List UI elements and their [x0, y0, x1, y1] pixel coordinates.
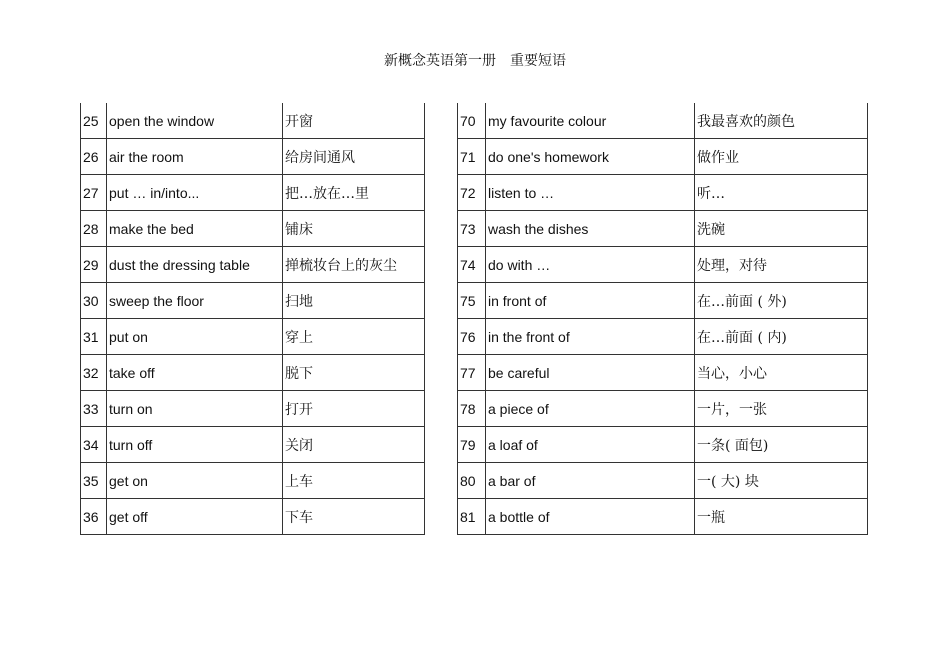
table-row: [81, 499, 425, 535]
phrase-chinese: 下车: [283, 499, 425, 535]
phrase-english: a piece of: [486, 391, 695, 427]
phrase-chinese: 脱下: [283, 355, 425, 391]
table-row: [458, 355, 868, 391]
phrase-chinese: 做作业: [695, 139, 868, 175]
phrase-chinese: 在…前面 ( 外): [695, 283, 868, 319]
phrase-english: sweep the floor: [107, 283, 283, 319]
table-row: [458, 427, 868, 463]
phrase-number: 76: [458, 319, 486, 355]
phrase-chinese: 一瓶: [695, 499, 868, 535]
phrase-number: 35: [81, 463, 107, 499]
phrase-number: 80: [458, 463, 486, 499]
table-row: [458, 463, 868, 499]
phrase-number: 25: [81, 103, 107, 139]
phrase-number: 32: [81, 355, 107, 391]
table-row: [81, 175, 425, 211]
page-title-main: 新概念英语第一册: [384, 53, 496, 69]
phrase-english: be careful: [486, 355, 695, 391]
phrase-chinese: 打开: [283, 391, 425, 427]
phrase-number: 30: [81, 283, 107, 319]
phrase-chinese: 洗碗: [695, 211, 868, 247]
phrase-number: 71: [458, 139, 486, 175]
phrase-chinese: 掸梳妆台上的灰尘: [283, 247, 425, 283]
phrase-english: listen to …: [486, 175, 695, 211]
table-row: [458, 283, 868, 319]
table-row: [458, 247, 868, 283]
table-row: [458, 499, 868, 535]
phrase-table-right: [457, 103, 868, 535]
phrase-english: turn off: [107, 427, 283, 463]
phrase-english: my favourite colour: [486, 103, 695, 139]
phrase-number: 34: [81, 427, 107, 463]
phrase-english: take off: [107, 355, 283, 391]
phrase-number: 75: [458, 283, 486, 319]
phrase-english: in front of: [486, 283, 695, 319]
phrase-english: wash the dishes: [486, 211, 695, 247]
table-row: [81, 283, 425, 319]
table-row: [81, 247, 425, 283]
phrase-english: put on: [107, 319, 283, 355]
phrase-number: 74: [458, 247, 486, 283]
table-row: [458, 319, 868, 355]
phrase-number: 73: [458, 211, 486, 247]
phrase-number: 70: [458, 103, 486, 139]
phrase-number: 28: [81, 211, 107, 247]
phrase-english: air the room: [107, 139, 283, 175]
phrase-chinese: 一条( 面包): [695, 427, 868, 463]
phrase-table-left: [80, 103, 425, 535]
table-row: [458, 391, 868, 427]
phrase-chinese: 上车: [283, 463, 425, 499]
phrase-number: 26: [81, 139, 107, 175]
phrase-english: make the bed: [107, 211, 283, 247]
phrase-chinese: 扫地: [283, 283, 425, 319]
phrase-english: a bar of: [486, 463, 695, 499]
table-row: [81, 391, 425, 427]
phrase-chinese: 给房间通风: [283, 139, 425, 175]
table-row: [458, 175, 868, 211]
phrase-english: in the front of: [486, 319, 695, 355]
phrase-number: 27: [81, 175, 107, 211]
phrase-number: 79: [458, 427, 486, 463]
phrase-english: do one's homework: [486, 139, 695, 175]
table-row: [81, 427, 425, 463]
phrase-number: 72: [458, 175, 486, 211]
table-row: [458, 103, 868, 139]
phrase-number: 29: [81, 247, 107, 283]
table-row: [81, 319, 425, 355]
page-title: [0, 50, 950, 70]
page-title-sub: 重要短语: [510, 53, 566, 69]
phrase-chinese: 当心，小心: [695, 355, 868, 391]
phrase-chinese: 在…前面 ( 内): [695, 319, 868, 355]
phrase-english: dust the dressing table: [107, 247, 283, 283]
phrase-english: turn on: [107, 391, 283, 427]
phrase-number: 81: [458, 499, 486, 535]
phrase-number: 31: [81, 319, 107, 355]
table-row: [458, 139, 868, 175]
phrase-chinese: 铺床: [283, 211, 425, 247]
phrase-chinese: 听…: [695, 175, 868, 211]
table-row: [458, 211, 868, 247]
phrase-chinese: 我最喜欢的颜色: [695, 103, 868, 139]
phrase-number: 33: [81, 391, 107, 427]
phrase-chinese: 处理，对待: [695, 247, 868, 283]
phrase-english: get off: [107, 499, 283, 535]
phrase-number: 78: [458, 391, 486, 427]
phrase-english: a loaf of: [486, 427, 695, 463]
phrase-chinese: 开窗: [283, 103, 425, 139]
table-row: [81, 463, 425, 499]
phrase-chinese: 关闭: [283, 427, 425, 463]
phrase-chinese: 把…放在…里: [283, 175, 425, 211]
table-row: [81, 211, 425, 247]
phrase-chinese: 一( 大) 块: [695, 463, 868, 499]
phrase-chinese: 穿上: [283, 319, 425, 355]
phrase-english: get on: [107, 463, 283, 499]
phrase-english: a bottle of: [486, 499, 695, 535]
table-row: [81, 103, 425, 139]
phrase-english: open the window: [107, 103, 283, 139]
table-row: [81, 139, 425, 175]
phrase-english: do with …: [486, 247, 695, 283]
phrase-number: 36: [81, 499, 107, 535]
phrase-number: 77: [458, 355, 486, 391]
table-row: [81, 355, 425, 391]
phrase-chinese: 一片，一张: [695, 391, 868, 427]
phrase-english: put … in/into...: [107, 175, 283, 211]
